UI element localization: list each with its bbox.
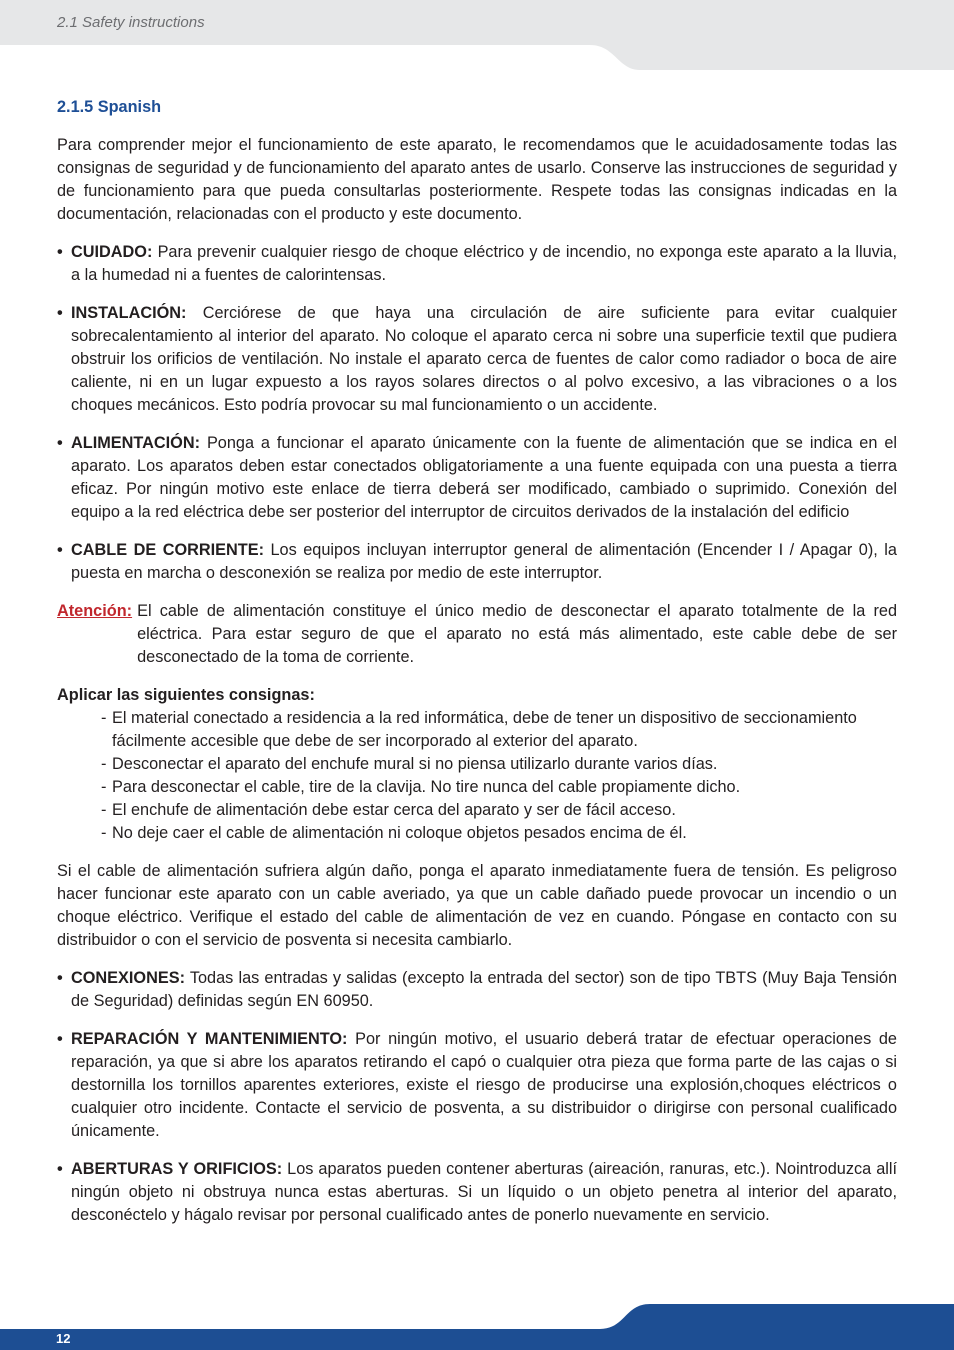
bullet-label: ABERTURAS Y ORIFICIOS: (71, 1160, 283, 1178)
bullet-conexiones (57, 967, 897, 1013)
bullet-text: Cerciórese de que haya una circulación de aire suficiente para evitar cualquier sobrecalentamiento al interior del aparato. No coloque el aparato cerca ni sobre una superficie textil que pudiera obstruir los orificios de ventilación. No instale el aparato cerca de fuentes de calor como radiador o boca de aire caliente, ni en un lugar expuesto a los rayos solares directos o al polvo excesivo, a las vibraciones o a los choques mecánicos. Esto podría provocar su mal funcionamiento o un accidente. (71, 304, 897, 414)
bullet-text: Todas las entradas y salidas (excepto la entrada del sector) son de tipo TBTS (Muy Baja Tensión de Seguridad) definidas según EN 60950. (71, 969, 897, 1010)
bullet-icon: • (57, 243, 63, 261)
damage-paragraph: Si el cable de alimentación sufriera algún daño, ponga el aparato inmediatamente fuera de tensión. Es peligroso hacer funcionar este aparato con un cable averiado, ya que un cable dañado puede provocar un incendio o un choque eléctrico. Verifique el estado del cable de alimentación de vez en cuando. Póngase en contacto con su distribuidor o con el servicio de posventa si necesita cambiarlo. (57, 862, 897, 949)
bullet-label: INSTALACIÓN: (71, 304, 187, 322)
attention-text: El cable de alimentación constituye el único medio de desconectar el aparato totalmente de la red eléctrica. Para estar seguro de que el aparato no está más alimentado, este cable debe de ser desconectado de la toma de corriente. (137, 602, 897, 666)
bullet-icon: • (57, 1030, 63, 1048)
attention-note (57, 600, 897, 669)
bullet-icon: • (57, 969, 63, 987)
bullet-cuidado (57, 241, 897, 287)
section-title: 2.1.5 Spanish (57, 98, 162, 116)
list-item: - No deje caer el cable de alimentación ni coloque objetos pesados encima de él. (101, 822, 897, 845)
bullet-label: REPARACIÓN Y MANTENIMIENTO: (71, 1030, 348, 1048)
bullet-text: Para prevenir cualquier riesgo de choque eléctrico y de incendio, no exponga este aparato a la lluvia, a la humedad ni a fuentes de calorintensas. (71, 243, 897, 284)
list-item: - El enchufe de alimentación debe estar cerca del aparato y ser de fácil acceso. (101, 799, 897, 822)
bullet-aberturas (57, 1158, 897, 1227)
bullet-label: ALIMENTACIÓN: (71, 434, 201, 452)
steps-heading: Aplicar las siguientes consignas: (57, 686, 315, 704)
list-item: - El material conectado a residencia a la red informática, debe de tener un dispositivo de seccionamiento fácilmente accesible que debe de ser incorporado al exterior del aparato. (101, 707, 897, 753)
bullet-label: CABLE DE CORRIENTE: (71, 541, 264, 559)
bullet-icon: • (57, 304, 63, 322)
bullet-reparacion (57, 1028, 897, 1143)
bullet-text: Ponga a funcionar el aparato únicamente con la fuente de alimentación que se indica en el aparato. Los aparatos deben estar conectados obligatoriamente a una fuente equipada con una puesta a tierra eficaz. Por ningún motivo este enlace de tierra deberá ser modificado, cambiado o suprimido. Conexión del equipo a la red eléctrica debe ser posterior del interruptor de circuitos derivados de la instalación del edificio (71, 434, 897, 521)
bullet-icon: • (57, 541, 63, 559)
bullet-instalacion (57, 302, 897, 417)
bullet-text: Los aparatos pueden contener aberturas (aireación, ranuras, etc.). Nointroduzca allí ningún objeto ni obstruya nunca estas aberturas. Si un líquido o un objeto penetra al interior del aparato, desconéctelo y hágalo revisar por personal cualificado antes de ponerlo nuevamente en servicio. (71, 1160, 898, 1224)
bullet-icon: • (57, 1160, 63, 1178)
intro-paragraph: Para comprender mejor el funcionamiento de este aparato, le recomendamos que le acuidadosamente todas las consignas de seguridad y de funcionamiento del aparato antes de usarlo. Conserve las instrucciones de seguridad y de funcionamiento para que pueda consultarlas posteriormente. Respete todas las consignas indicadas en la documentación, relacionadas con el producto y este documento. (57, 136, 897, 223)
page-number: 12 (56, 1331, 71, 1346)
bullet-label: CONEXIONES: (71, 969, 185, 987)
bullet-text: Por ningún motivo, el usuario deberá tratar de efectuar operaciones de reparación, ya que si abre los aparatos retirando el capó o cualquier otra pieza que forma parte de las cajas o si destornilla los tornillos aparentes exteriores, existe el riesgo de producirse una explosión,choques eléctricos o cualquier otro incidente. Contacte el servicio de posventa, a su distribuidor o dirigirse con personal cualificado únicamente. (71, 1030, 897, 1140)
bullet-cable-de-corriente (57, 539, 897, 585)
bullet-icon: • (57, 434, 63, 452)
attention-label: Atención: (57, 602, 133, 620)
footer-band (0, 1304, 954, 1350)
header-band (0, 0, 954, 70)
page-content (57, 96, 897, 1242)
list-item: - Desconectar el aparato del enchufe mural si no piensa utilizarlo durante varios días. (101, 753, 897, 776)
steps-list (57, 707, 897, 845)
list-item: - Para desconectar el cable, tire de la clavija. No tire nunca del cable propiamente dicho. (101, 776, 897, 799)
bullet-label: CUIDADO: (71, 243, 153, 261)
bullet-text: Los equipos incluyan interruptor general de alimentación (Encender I / Apagar 0), la puesta en marcha o desconexión se realiza por medio de este interruptor. (71, 541, 897, 582)
bullet-alimentacion (57, 432, 897, 524)
header-title: 2.1 Safety instructions (57, 14, 205, 31)
